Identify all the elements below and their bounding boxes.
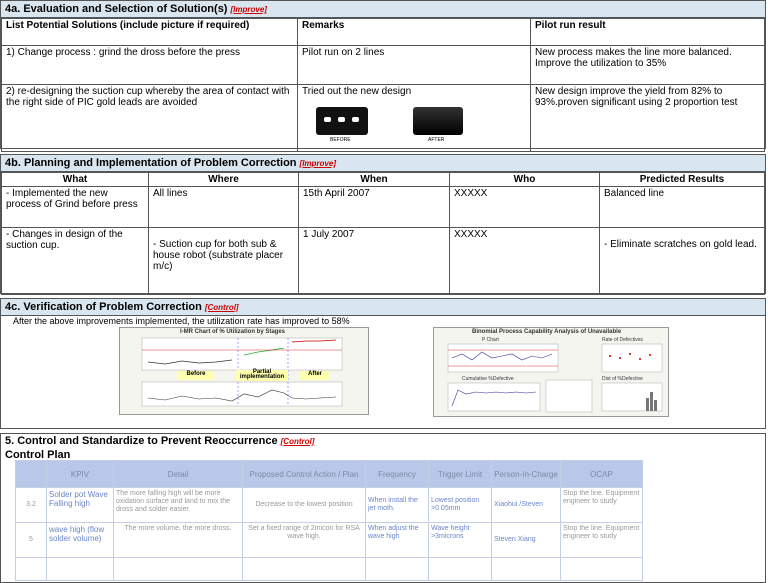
section-5 (0, 433, 766, 583)
where-cell: All lines (149, 187, 299, 228)
table-header-row (2, 173, 765, 187)
section-4c (0, 298, 766, 429)
result-cell: Balanced line (600, 187, 765, 228)
label-partial: Partial implementation (236, 370, 288, 381)
frequency-cell: When adjust the wave high (366, 523, 429, 558)
detail-cell: The more falling high will be more oxidation surface and land to mix the dross and solder easier. (114, 488, 243, 523)
section-4c-header (1, 299, 765, 316)
where-text: - Suction cup for both sub & house robot (substrate placer m/c) (153, 239, 284, 272)
section-4b (0, 154, 766, 294)
table-row (2, 46, 765, 85)
ocap-cell (561, 558, 643, 581)
section-5-tag: [Control] (280, 437, 315, 446)
capability-chart-title: Binomial Process Capability Analysis of Unavailable (472, 329, 622, 335)
who-cell: XXXXX (450, 228, 600, 295)
header-number (16, 461, 47, 488)
section-4a-tag: [Improve] (230, 5, 267, 14)
section-4c-title: 4c. Verification of Problem Correction (5, 301, 202, 313)
who-cell: XXXXX (450, 187, 600, 228)
header-trigger-limit: Trigger Limit (429, 461, 492, 488)
when-cell: 15th April 2007 (299, 187, 450, 228)
header-remarks: Remarks (298, 19, 531, 46)
control-plan-table (15, 460, 643, 581)
kpiv-cell (47, 558, 114, 581)
after-suction-cup-image (413, 107, 463, 135)
header-detail: Detail (114, 461, 243, 488)
header-person-in-charge: Person-In-Charge (492, 461, 561, 488)
table-header-row (16, 461, 643, 488)
section-4b-header (1, 155, 765, 172)
table-header-row (2, 19, 765, 46)
header-predicted-results: Predicted Results (600, 173, 765, 187)
kpiv-cell: wave high (flow solder volume) (47, 523, 114, 558)
table-row (16, 523, 643, 558)
number-cell: 5 (16, 523, 47, 558)
verification-text: After the above improvements implemented, the utilization rate has improved to 58% (13, 316, 350, 326)
header-kpiv: KPIV (47, 461, 114, 488)
frequency-cell: When install the jet moth. (366, 488, 429, 523)
label-after: After (300, 371, 330, 380)
panel-rate: Rate of Defectives (602, 337, 643, 343)
person-cell (492, 558, 561, 581)
table-row (2, 228, 765, 295)
result-cell: New design improve the yield from 82% to 93%.proven significant using 2 proportion test (531, 85, 765, 152)
result-text: - Eliminate scratches on gold lead. (604, 239, 757, 250)
where-cell (149, 228, 299, 295)
header-when: When (299, 173, 450, 187)
control-action-cell: Decrease to the lowest position (243, 488, 366, 523)
control-action-cell: Set a fixed range of 2micon for RSA wave high. (243, 523, 366, 558)
capability-chart (433, 327, 669, 417)
number-cell (16, 558, 47, 581)
solution-cell: 2) re-designing the suction cup whereby the area of contact with the right side of PIC gold leads are avoided (2, 85, 298, 152)
imr-chart (119, 327, 369, 415)
before-label: BEFORE (330, 137, 351, 143)
table-row (2, 187, 765, 228)
header-solutions: List Potential Solutions (include picture if required) (2, 19, 298, 46)
control-plan-subtitle: Control Plan (5, 449, 71, 461)
table-row (16, 488, 643, 523)
person-cell: Steven Xiang (492, 523, 561, 558)
panel-cumulative: Cumulative %Defective (462, 376, 514, 382)
section-5-header (1, 434, 765, 449)
label-before: Before (178, 371, 214, 380)
kpiv-cell: Solder pot Wave Falling high (47, 488, 114, 523)
remarks-text: Tried out the new design (302, 86, 412, 97)
number-cell: 3.2 (16, 488, 47, 523)
what-cell: - Changes in design of the suction cup. (2, 228, 149, 295)
header-ocap: OCAP (561, 461, 643, 488)
section-4b-tag: [Improve] (299, 159, 336, 168)
result-cell: New process makes the line more balanced. Improve the utilization to 35% (531, 46, 765, 85)
header-pilot-result: Pilot run result (531, 19, 765, 46)
section-4a (0, 0, 766, 149)
imr-chart-title: I-MR Chart of % Utilization by Stages (180, 329, 286, 335)
capability-chart-plot (434, 328, 668, 416)
detail-cell (114, 558, 243, 581)
section-4c-tag: [Control] (204, 303, 239, 312)
section-4a-header (1, 1, 765, 18)
header-who: Who (450, 173, 600, 187)
trigger-limit-cell: Wave height >3microns (429, 523, 492, 558)
plan-table (1, 172, 765, 295)
before-suction-cup-image (316, 107, 368, 135)
person-cell: Xiaohui /Steven (492, 488, 561, 523)
ocap-cell: Stop the line. Equipment engineer to study (561, 523, 643, 558)
remarks-cell: Pilot run on 2 lines (298, 46, 531, 85)
header-where: Where (149, 173, 299, 187)
solutions-table (1, 18, 765, 152)
result-cell (600, 228, 765, 295)
header-control-action: Proposed Control Action / Plan (243, 461, 366, 488)
solution-cell: 1) Change process : grind the dross before the press (2, 46, 298, 85)
header-what: What (2, 173, 149, 187)
when-cell: 1 July 2007 (299, 228, 450, 295)
panel-dist: Dist of %Defective (602, 376, 643, 382)
after-label: AFTER (428, 137, 445, 143)
section-4b-title: 4b. Planning and Implementation of Problem Correction (5, 157, 297, 169)
section-5-title: 5. Control and Standardize to Prevent Reoccurrence (5, 435, 278, 447)
section-4a-title: 4a. Evaluation and Selection of Solution(s) (5, 3, 228, 15)
what-cell: - Implemented the new process of Grind before press (2, 187, 149, 228)
panel-p-chart: P Chart (482, 337, 499, 343)
table-row (2, 85, 765, 152)
frequency-cell (366, 558, 429, 581)
trigger-limit-cell (429, 558, 492, 581)
trigger-limit-cell: Lowest position >0.05mm (429, 488, 492, 523)
remarks-cell (298, 85, 531, 152)
header-frequency: Frequency (366, 461, 429, 488)
control-action-cell (243, 558, 366, 581)
detail-cell: The more volume, the more dross. (114, 523, 243, 558)
ocap-cell: Stop the line. Equipment engineer to study (561, 488, 643, 523)
table-row (16, 558, 643, 581)
